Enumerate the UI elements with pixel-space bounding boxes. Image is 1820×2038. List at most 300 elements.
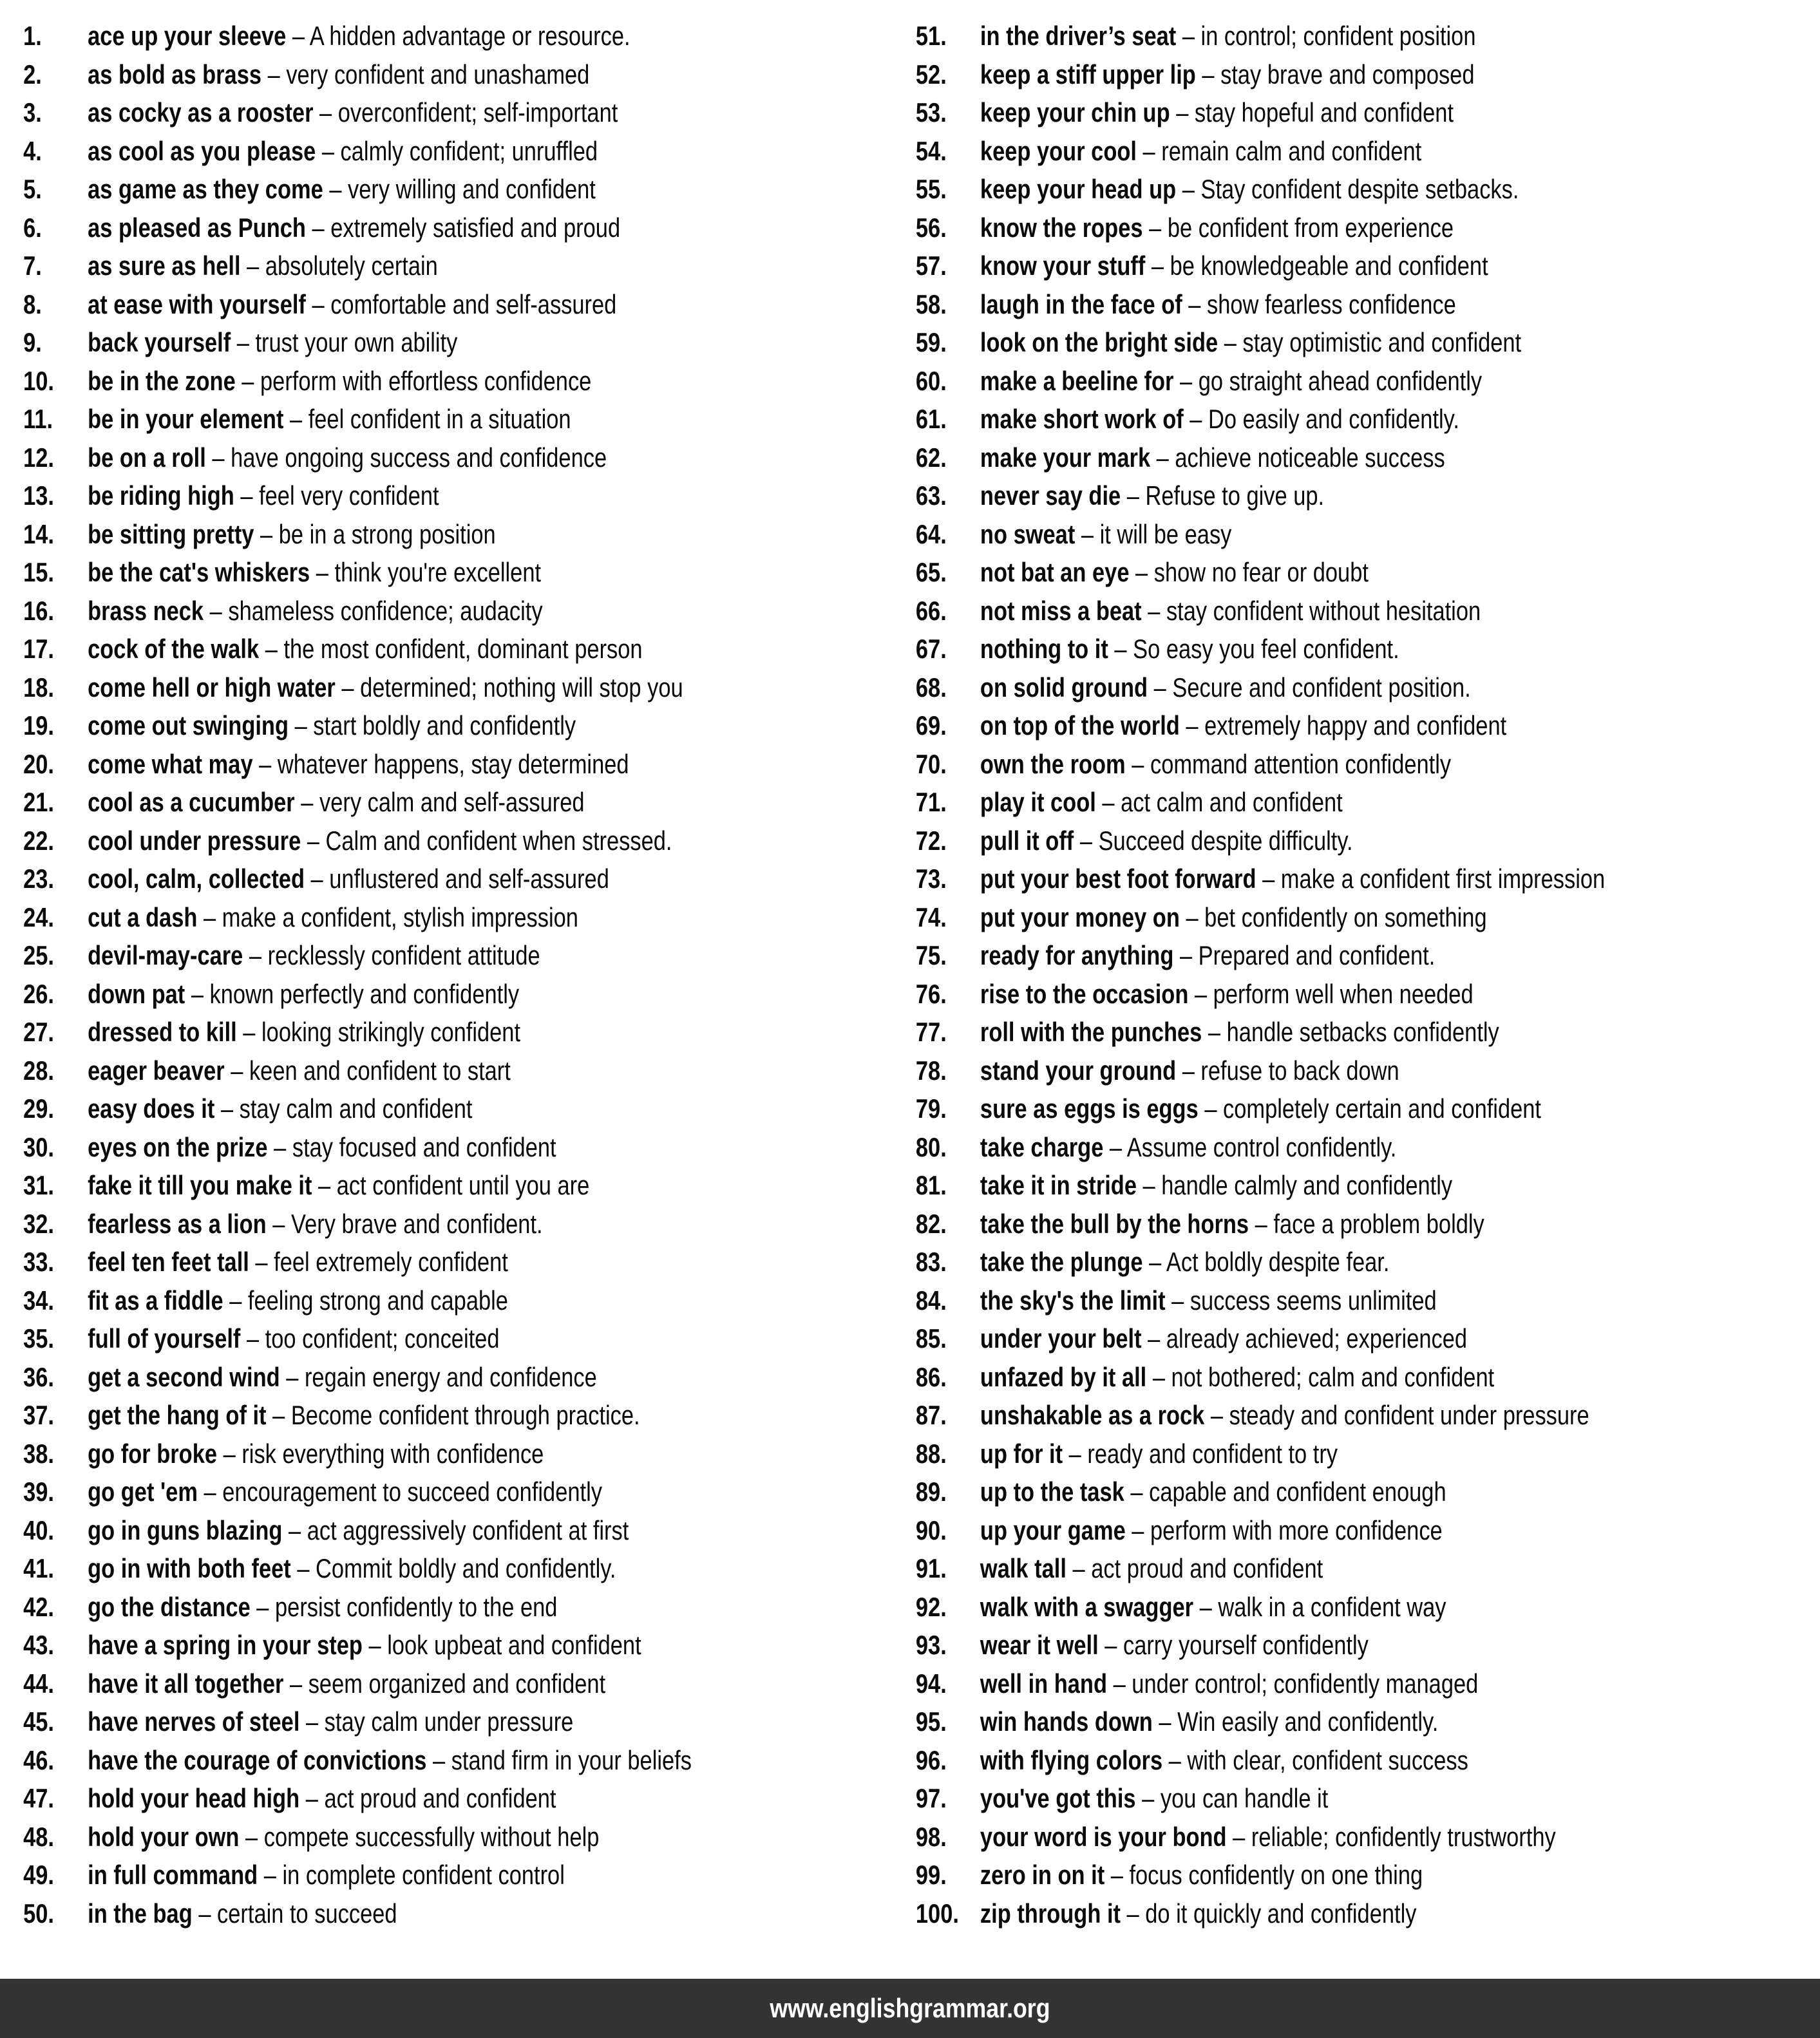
item-number: 30. bbox=[23, 1131, 54, 1162]
list-item bbox=[916, 439, 1820, 477]
item-text bbox=[980, 822, 1353, 860]
item-text bbox=[88, 1319, 499, 1358]
definition-text: – success seems unlimited bbox=[1165, 1285, 1437, 1316]
list-item bbox=[23, 630, 916, 668]
idiom-text: come what may bbox=[88, 748, 253, 779]
item-text bbox=[980, 362, 1482, 401]
item-text bbox=[980, 898, 1487, 937]
item-number: 95. bbox=[915, 1706, 947, 1737]
definition-text: – recklessly confident attitude bbox=[243, 940, 540, 970]
item-text bbox=[88, 1665, 605, 1703]
idiom-text: make short work of bbox=[980, 404, 1184, 434]
item-text bbox=[88, 1549, 616, 1588]
definition-text: – Become confident through practice. bbox=[266, 1400, 640, 1430]
idiom-text: be on a roll bbox=[88, 442, 206, 473]
idiom-text: go the distance bbox=[88, 1591, 251, 1622]
list-item bbox=[23, 1205, 916, 1243]
item-text bbox=[88, 515, 496, 554]
idiom-text: keep a stiff upper lip bbox=[980, 59, 1196, 90]
item-text bbox=[980, 323, 1521, 362]
item-number: 24. bbox=[23, 901, 54, 932]
item-text bbox=[980, 285, 1456, 324]
item-text bbox=[980, 476, 1324, 515]
item-number: 69. bbox=[915, 710, 947, 741]
item-text bbox=[88, 1205, 542, 1243]
list-item bbox=[23, 170, 916, 209]
list-item bbox=[916, 1358, 1820, 1397]
idiom-text: put your best foot forward bbox=[980, 863, 1256, 894]
list-item bbox=[916, 1818, 1820, 1856]
definition-text: – steady and confident under pressure bbox=[1204, 1400, 1589, 1430]
definition-text: – Succeed despite difficulty. bbox=[1074, 825, 1353, 856]
item-text bbox=[980, 1473, 1446, 1511]
item-number: 38. bbox=[23, 1438, 54, 1469]
definition-text: – handle setbacks confidently bbox=[1202, 1017, 1499, 1047]
item-number: 44. bbox=[23, 1668, 54, 1699]
item-number: 96. bbox=[915, 1744, 947, 1775]
list-item bbox=[23, 592, 916, 630]
definition-text: – trust your own ability bbox=[231, 327, 458, 357]
definition-text: – calmly confident; unruffled bbox=[316, 135, 598, 166]
item-text bbox=[980, 1358, 1494, 1397]
item-text bbox=[980, 1818, 1556, 1856]
list-item bbox=[916, 1128, 1820, 1167]
item-number: 59. bbox=[915, 327, 947, 357]
definition-text: – stand firm in your beliefs bbox=[426, 1744, 692, 1775]
item-text bbox=[980, 1205, 1484, 1243]
list-item bbox=[23, 55, 916, 94]
idiom-text: zip through it bbox=[980, 1898, 1121, 1929]
idiom-text: never say die bbox=[980, 480, 1121, 511]
idiom-text: be in your element bbox=[88, 404, 284, 434]
list-item bbox=[23, 439, 916, 477]
item-number: 22. bbox=[23, 825, 54, 856]
item-number: 2. bbox=[23, 59, 42, 90]
item-text bbox=[88, 1588, 557, 1627]
definition-text: – feel very confident bbox=[234, 480, 439, 511]
list-item bbox=[23, 476, 916, 515]
idiom-text: know the ropes bbox=[980, 212, 1143, 243]
item-text bbox=[88, 247, 438, 285]
item-text bbox=[88, 285, 616, 324]
definition-text: – act proud and confident bbox=[1066, 1553, 1323, 1583]
item-number: 45. bbox=[23, 1706, 54, 1737]
idiom-text: under your belt bbox=[980, 1323, 1142, 1354]
item-text bbox=[88, 476, 439, 515]
item-text bbox=[88, 592, 542, 630]
item-number: 12. bbox=[23, 442, 54, 473]
idiom-text: cool as a cucumber bbox=[88, 787, 295, 817]
idiom-text: rise to the occasion bbox=[980, 978, 1189, 1009]
definition-text: – seem organized and confident bbox=[283, 1668, 606, 1699]
item-number: 15. bbox=[23, 557, 54, 587]
item-text bbox=[88, 209, 620, 247]
item-number: 21. bbox=[23, 787, 54, 817]
idiom-text: roll with the punches bbox=[980, 1017, 1202, 1047]
item-text bbox=[980, 1166, 1452, 1205]
item-text bbox=[980, 1665, 1478, 1703]
list-item bbox=[23, 1396, 916, 1435]
list-item bbox=[23, 1473, 916, 1511]
definition-text: – Prepared and confident. bbox=[1173, 940, 1436, 970]
idiom-text: feel ten feet tall bbox=[88, 1247, 249, 1277]
list-item bbox=[23, 668, 916, 707]
item-number: 31. bbox=[23, 1170, 54, 1200]
item-text bbox=[88, 1779, 556, 1818]
list-item bbox=[23, 898, 916, 937]
definition-text: – carry yourself confidently bbox=[1098, 1630, 1369, 1660]
item-text bbox=[980, 1511, 1443, 1550]
idiom-text: not miss a beat bbox=[980, 595, 1142, 626]
item-number: 78. bbox=[915, 1055, 947, 1086]
item-text bbox=[980, 1549, 1323, 1588]
idiom-text: come hell or high water bbox=[88, 672, 336, 703]
list-item bbox=[23, 247, 916, 285]
item-number: 28. bbox=[23, 1055, 54, 1086]
item-text bbox=[980, 1396, 1589, 1435]
item-number: 36. bbox=[23, 1361, 54, 1392]
definition-text: – you can handle it bbox=[1135, 1783, 1329, 1813]
list-item bbox=[916, 1166, 1820, 1205]
item-number: 98. bbox=[915, 1821, 947, 1852]
definition-text: – do it quickly and confidently bbox=[1120, 1898, 1417, 1929]
idiom-text: laugh in the face of bbox=[980, 288, 1182, 319]
definition-text: – Very brave and confident. bbox=[266, 1208, 543, 1239]
item-text bbox=[980, 936, 1435, 975]
definition-text: – absolutely certain bbox=[240, 250, 438, 281]
definition-text: – extremely happy and confident bbox=[1179, 710, 1507, 741]
item-text bbox=[88, 323, 457, 362]
definition-text: – certain to succeed bbox=[192, 1898, 397, 1929]
list-item bbox=[23, 1588, 916, 1627]
item-text bbox=[980, 592, 1481, 630]
item-number: 27. bbox=[23, 1017, 54, 1047]
idiom-text: as cocky as a rooster bbox=[88, 97, 314, 127]
definition-text: – Do easily and confidently. bbox=[1183, 404, 1459, 434]
item-text bbox=[980, 1281, 1437, 1320]
list-item bbox=[916, 1703, 1820, 1741]
item-text bbox=[980, 1588, 1446, 1627]
definition-text: – Commit boldly and confidently. bbox=[290, 1553, 616, 1583]
item-text bbox=[88, 170, 596, 209]
item-number: 61. bbox=[915, 404, 947, 434]
item-number: 76. bbox=[915, 978, 947, 1009]
list-item bbox=[916, 898, 1820, 937]
definition-text: – stay hopeful and confident bbox=[1170, 97, 1454, 127]
definition-text: – show no fear or doubt bbox=[1129, 557, 1369, 587]
list-item bbox=[916, 706, 1820, 745]
item-number: 23. bbox=[23, 863, 54, 894]
item-number: 84. bbox=[915, 1285, 947, 1316]
item-text bbox=[88, 1013, 520, 1052]
idiom-text: take it in stride bbox=[980, 1170, 1137, 1200]
idiom-text: keep your cool bbox=[980, 135, 1137, 166]
definition-text: – looking strikingly confident bbox=[236, 1017, 521, 1047]
list-item bbox=[23, 400, 916, 439]
item-number: 9. bbox=[23, 327, 42, 357]
definition-text: – have ongoing success and confidence bbox=[205, 442, 607, 473]
item-number: 89. bbox=[915, 1477, 947, 1507]
idiom-text: no sweat bbox=[980, 518, 1076, 549]
item-text bbox=[980, 209, 1454, 247]
item-text bbox=[88, 1473, 602, 1511]
item-number: 47. bbox=[23, 1783, 54, 1813]
idiom-text: have it all together bbox=[88, 1668, 284, 1699]
item-number: 71. bbox=[915, 787, 947, 817]
item-text bbox=[88, 1435, 544, 1473]
item-number: 82. bbox=[915, 1208, 947, 1239]
item-number: 62. bbox=[915, 442, 947, 473]
list-item bbox=[916, 860, 1820, 898]
item-text bbox=[88, 1052, 511, 1090]
idiom-text: stand your ground bbox=[980, 1055, 1177, 1086]
item-number: 49. bbox=[23, 1860, 54, 1890]
list-item bbox=[23, 860, 916, 898]
item-text bbox=[88, 553, 541, 592]
list-item bbox=[23, 1741, 916, 1780]
item-number: 88. bbox=[915, 1438, 947, 1469]
list-item bbox=[916, 247, 1820, 285]
definition-text: – in control; confident position bbox=[1176, 21, 1476, 51]
definition-text: – perform with effortless confidence bbox=[235, 365, 592, 396]
item-number: 100. bbox=[915, 1898, 959, 1929]
item-number: 25. bbox=[23, 940, 54, 970]
item-number: 83. bbox=[915, 1247, 947, 1277]
list-item bbox=[916, 783, 1820, 822]
item-text bbox=[980, 170, 1519, 209]
item-number: 8. bbox=[23, 288, 42, 319]
idiom-text: look on the bright side bbox=[980, 327, 1218, 357]
item-number: 43. bbox=[23, 1630, 54, 1660]
item-number: 7. bbox=[23, 250, 42, 281]
item-number: 86. bbox=[915, 1361, 947, 1392]
list-item bbox=[916, 1894, 1820, 1933]
idiom-text: play it cool bbox=[980, 787, 1096, 817]
definition-text: – So easy you feel confident. bbox=[1108, 634, 1399, 664]
list-item bbox=[916, 1243, 1820, 1281]
item-text bbox=[88, 1818, 599, 1856]
definition-text: – make a confident, stylish impression bbox=[197, 901, 578, 932]
definition-text: – unflustered and self-assured bbox=[304, 863, 609, 894]
list-item bbox=[23, 323, 916, 362]
item-text bbox=[88, 132, 598, 171]
item-text bbox=[88, 1894, 397, 1933]
definition-text: – refuse to back down bbox=[1176, 1055, 1399, 1086]
idiom-text: sure as eggs is eggs bbox=[980, 1093, 1199, 1124]
idiom-text: know your stuff bbox=[980, 250, 1146, 281]
definition-text: – extremely satisfied and proud bbox=[305, 212, 621, 243]
item-number: 52. bbox=[915, 59, 947, 90]
idiom-text: down pat bbox=[88, 978, 185, 1009]
item-number: 55. bbox=[915, 174, 947, 204]
item-number: 40. bbox=[23, 1514, 54, 1545]
list-item bbox=[916, 1626, 1820, 1665]
idiom-text: back yourself bbox=[88, 327, 231, 357]
item-text bbox=[980, 1741, 1468, 1780]
item-number: 16. bbox=[23, 595, 54, 626]
item-text bbox=[980, 1779, 1328, 1818]
list-item bbox=[23, 209, 916, 247]
item-number: 50. bbox=[23, 1898, 54, 1929]
definition-text: – think you're excellent bbox=[310, 557, 542, 587]
item-text bbox=[980, 132, 1421, 171]
item-text bbox=[980, 93, 1454, 132]
idiom-text: up for it bbox=[980, 1438, 1063, 1469]
item-number: 70. bbox=[915, 748, 947, 779]
list-item bbox=[23, 515, 916, 554]
item-number: 63. bbox=[915, 480, 947, 511]
definition-text: – handle calmly and confidently bbox=[1136, 1170, 1453, 1200]
item-number: 57. bbox=[915, 250, 947, 281]
definition-text: – very confident and unashamed bbox=[261, 59, 590, 90]
definition-text: – act confident until you are bbox=[312, 1170, 590, 1200]
column-right bbox=[916, 17, 1820, 1932]
idiom-text: fit as a fiddle bbox=[88, 1285, 223, 1316]
item-number: 81. bbox=[915, 1170, 947, 1200]
list-item bbox=[916, 592, 1820, 630]
list-item bbox=[23, 93, 916, 132]
item-text bbox=[980, 1894, 1417, 1933]
item-text bbox=[980, 1435, 1338, 1473]
definition-text: – start boldly and confidently bbox=[289, 710, 576, 741]
item-text bbox=[88, 362, 591, 401]
item-number: 66. bbox=[915, 595, 947, 626]
definition-text: – risk everything with confidence bbox=[217, 1438, 544, 1469]
item-text bbox=[980, 783, 1343, 822]
list-item bbox=[916, 1856, 1820, 1894]
item-number: 35. bbox=[23, 1323, 54, 1354]
idiom-text: unshakable as a rock bbox=[980, 1400, 1205, 1430]
item-text bbox=[88, 1166, 589, 1205]
item-text bbox=[980, 1856, 1423, 1894]
item-text bbox=[88, 1243, 508, 1281]
definition-text: – not bothered; calm and confident bbox=[1146, 1361, 1495, 1392]
list-item bbox=[23, 936, 916, 975]
definition-text: – it will be easy bbox=[1075, 518, 1232, 549]
list-item bbox=[23, 132, 916, 171]
item-number: 74. bbox=[915, 901, 947, 932]
item-number: 51. bbox=[915, 21, 947, 51]
definition-text: – very calm and self-assured bbox=[294, 787, 585, 817]
definition-text: – stay confident without hesitation bbox=[1141, 595, 1481, 626]
item-number: 97. bbox=[915, 1783, 947, 1813]
item-text bbox=[88, 745, 629, 784]
list-item bbox=[23, 1090, 916, 1128]
item-number: 64. bbox=[915, 518, 947, 549]
idiom-text: eager beaver bbox=[88, 1055, 225, 1086]
list-item bbox=[23, 1319, 916, 1358]
item-text bbox=[980, 515, 1231, 554]
item-text bbox=[980, 706, 1506, 745]
item-text bbox=[980, 860, 1605, 898]
item-text bbox=[980, 55, 1475, 94]
idiom-text: go in guns blazing bbox=[88, 1514, 283, 1545]
idiom-text: be riding high bbox=[88, 480, 234, 511]
idiom-text: up to the task bbox=[980, 1477, 1124, 1507]
item-number: 60. bbox=[915, 365, 947, 396]
list-item bbox=[23, 1665, 916, 1703]
definition-text: – ready and confident to try bbox=[1063, 1438, 1338, 1469]
definition-text: – act proud and confident bbox=[299, 1783, 556, 1813]
list-item bbox=[23, 822, 916, 860]
idiom-text: take the bull by the horns bbox=[980, 1208, 1249, 1239]
idiom-text: cool, calm, collected bbox=[88, 863, 305, 894]
item-text bbox=[88, 1703, 573, 1741]
idiom-text: make your mark bbox=[980, 442, 1151, 473]
item-text bbox=[88, 706, 576, 745]
idiom-text: full of yourself bbox=[88, 1323, 241, 1354]
idiom-text: put your money on bbox=[980, 901, 1180, 932]
list-item bbox=[916, 1319, 1820, 1358]
definition-text: – feel confident in a situation bbox=[283, 404, 571, 434]
list-item bbox=[916, 1588, 1820, 1627]
item-text bbox=[88, 822, 672, 860]
list-item bbox=[23, 285, 916, 324]
item-number: 20. bbox=[23, 748, 54, 779]
idiom-text: keep your chin up bbox=[980, 97, 1170, 127]
list-item bbox=[23, 1243, 916, 1281]
item-text bbox=[980, 553, 1369, 592]
item-number: 54. bbox=[915, 135, 947, 166]
item-number: 14. bbox=[23, 518, 54, 549]
definition-text: – be in a strong position bbox=[254, 518, 496, 549]
item-number: 73. bbox=[915, 863, 947, 894]
item-text bbox=[980, 668, 1471, 707]
item-number: 4. bbox=[23, 135, 42, 166]
definition-text: – show fearless confidence bbox=[1182, 288, 1456, 319]
idiom-text: walk tall bbox=[980, 1553, 1066, 1583]
idiom-text: nothing to it bbox=[980, 634, 1108, 664]
idiom-text: get the hang of it bbox=[88, 1400, 267, 1430]
footer-url: www.englishgrammar.org bbox=[770, 1993, 1050, 2023]
idiom-text: not bat an eye bbox=[980, 557, 1130, 587]
definition-text: – keen and confident to start bbox=[224, 1055, 511, 1086]
idiom-text: you've got this bbox=[980, 1783, 1136, 1813]
item-number: 34. bbox=[23, 1285, 54, 1316]
definition-text: – perform with more confidence bbox=[1125, 1514, 1443, 1545]
item-text bbox=[980, 1090, 1541, 1128]
list-item bbox=[23, 1435, 916, 1473]
definition-text: – walk in a confident way bbox=[1193, 1591, 1446, 1622]
definition-text: – the most confident, dominant person bbox=[259, 634, 643, 664]
item-text bbox=[88, 400, 571, 439]
item-number: 29. bbox=[23, 1093, 54, 1124]
list-item bbox=[916, 1281, 1820, 1320]
definition-text: – face a problem boldly bbox=[1249, 1208, 1484, 1239]
item-text bbox=[980, 745, 1451, 784]
item-number: 85. bbox=[915, 1323, 947, 1354]
list-item bbox=[23, 1626, 916, 1665]
list-item bbox=[916, 515, 1820, 554]
list-item bbox=[916, 1473, 1820, 1511]
list-item bbox=[916, 822, 1820, 860]
list-item bbox=[23, 1703, 916, 1741]
list-item bbox=[916, 1741, 1820, 1780]
definition-text: – Stay confident despite setbacks. bbox=[1176, 174, 1519, 204]
definition-text: – encouragement to succeed confidently bbox=[197, 1477, 602, 1507]
idiom-text: up your game bbox=[980, 1514, 1126, 1545]
item-text bbox=[980, 247, 1488, 285]
item-number: 26. bbox=[23, 978, 54, 1009]
definition-text: – be knowledgeable and confident bbox=[1145, 250, 1488, 281]
idiom-text: as bold as brass bbox=[88, 59, 262, 90]
idiom-text: cut a dash bbox=[88, 901, 198, 932]
definition-text: – in complete confident control bbox=[258, 1860, 565, 1890]
idiom-text: eyes on the prize bbox=[88, 1131, 268, 1162]
item-text bbox=[980, 1703, 1438, 1741]
list-item bbox=[916, 323, 1820, 362]
item-number: 1. bbox=[23, 21, 42, 51]
